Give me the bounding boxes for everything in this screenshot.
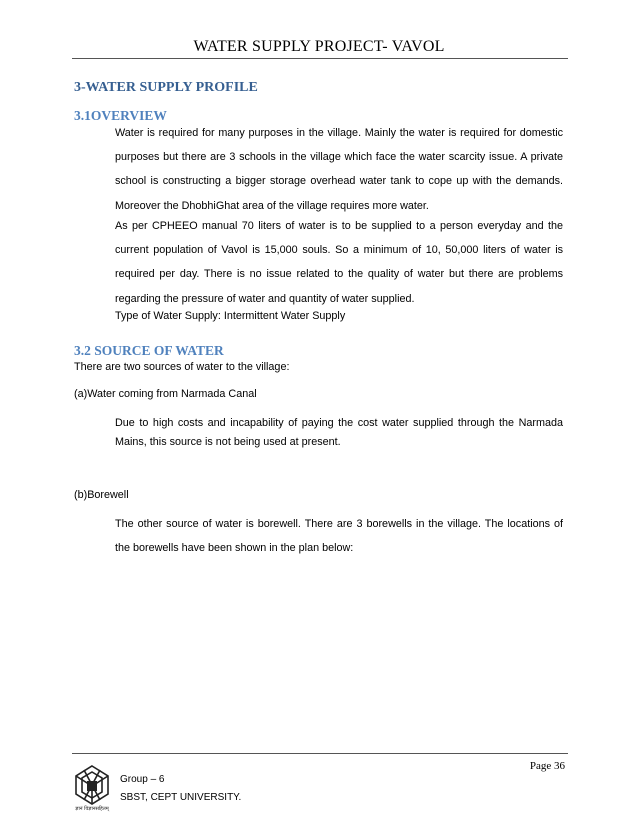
overview-paragraph-1: Water is required for many purposes in the village. Mainly the water is required for domestic purposes but there are 3 schools in the village which face the water scarcity issue. A private school is constructing a bigger storage overhead water tank to cope up with the demands. Moreover the DhobhiGhat area of the village requires more water. (115, 127, 563, 212)
logo-motto: ज्ञानं विज्ञानसहितम् (75, 806, 109, 812)
source-b-text: The other source of water is borewell. There are 3 borewells in the village. The locations of the borewells have been shown in the plan below: (115, 518, 563, 555)
overview-paragraph-2: As per CPHEEO manual 70 liters of water is to be supplied to a person everyday and the current population of Vavol is 15,000 souls. So a minimum of 10, 50,000 liters of water is required per day. There is no issue related to the quality of water but there are problems regarding the pressure of water and quantity of water supplied. (115, 220, 563, 305)
page-header-title: WATER SUPPLY PROJECT- VAVOL (193, 38, 445, 55)
footer-group: Group – 6 (120, 774, 165, 785)
source-b-label: (b)Borewell (74, 489, 129, 501)
source-a-text: Due to high costs and incapability of paying the cost water supplied through the Narmada Mains, this source is not being used at present. (115, 417, 563, 448)
source-a-label: (a)Water coming from Narmada Canal (74, 388, 257, 400)
section-title: 3-WATER SUPPLY PROFILE (74, 80, 258, 95)
header-divider (72, 58, 568, 59)
overview-heading: 3.1OVERVIEW (74, 108, 167, 123)
page-number: Page 36 (529, 760, 565, 772)
source-heading: 3.2 SOURCE OF WATER (74, 343, 224, 358)
supply-type-line: Type of Water Supply: Intermittent Water Supply (115, 310, 346, 322)
university-logo (70, 764, 114, 812)
footer-organization: SBST, CEPT UNIVERSITY. (120, 792, 242, 803)
footer-divider (72, 753, 568, 754)
source-intro: There are two sources of water to the village: (74, 361, 290, 373)
